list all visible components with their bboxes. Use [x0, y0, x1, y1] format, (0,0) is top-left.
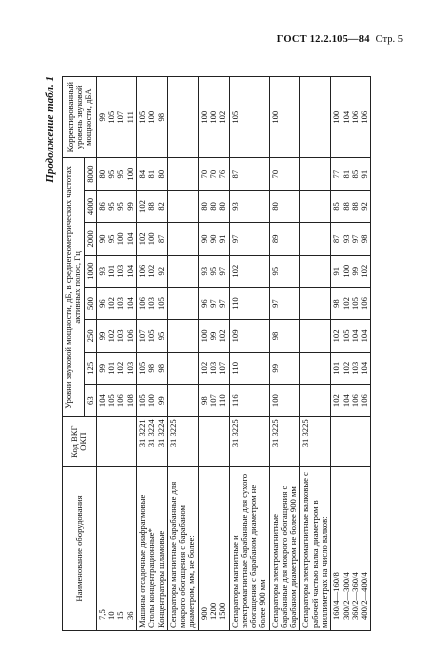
level-cell-line: 98 [198, 396, 209, 405]
level-cell-line: 110 [229, 297, 240, 310]
level-cell [136, 223, 167, 255]
level-cell-line: 106 [136, 297, 147, 311]
okp-code-cell [229, 417, 269, 467]
equipment-name-cell-line: Сепараторы электромагнитные валковые с рабочей частью валка диаметром в миллиметрах на число валков: [300, 472, 330, 628]
level-cell-line: 82 [155, 202, 166, 211]
level-cell [198, 158, 229, 190]
level-cell-line: 95 [207, 266, 218, 276]
level-cell-line: 91 [331, 266, 342, 276]
level-cell-line: 80 [207, 202, 218, 211]
level-cell-line: 70 [198, 169, 209, 179]
corrected-level-cell-line: 99 [96, 112, 107, 122]
equipment-name-cell [136, 466, 167, 630]
page-header [277, 34, 403, 45]
level-cell-line: 110 [217, 394, 228, 407]
level-cell-line: 102 [331, 329, 342, 343]
level-cell [300, 223, 331, 255]
equipment-name-cell-line: Машины отсадочные диафрагмовые [136, 494, 147, 628]
level-cell-line: 90 [207, 234, 218, 244]
level-cell-line: 70 [207, 169, 218, 179]
level-cell-line: 77 [331, 169, 342, 179]
level-cell-line: 95 [269, 266, 280, 276]
equipment-name-cell [300, 466, 331, 630]
level-cell-line: 80 [155, 169, 166, 179]
corrected-level-cell-line: 100 [207, 110, 218, 124]
equipment-name-cell-line: 1500 [217, 602, 228, 620]
level-cell [331, 158, 371, 190]
equipment-name-cell [198, 466, 229, 630]
level-cell-line: 102 [217, 329, 228, 343]
okp-code-cell [269, 417, 300, 467]
level-cell [331, 352, 371, 384]
level-cell-line: 104 [359, 329, 370, 343]
level-cell-line: 98 [155, 364, 166, 373]
level-cell-line: 88 [146, 202, 157, 211]
level-cell [300, 384, 331, 416]
level-cell-line: 103 [115, 297, 126, 311]
level-cell-line: 80 [96, 169, 107, 179]
equipment-name-cell [269, 466, 300, 630]
equipment-name-cell-line: Столы концентрационные* [146, 528, 157, 628]
level-cell [136, 384, 167, 416]
corrected-level-cell-line: 105 [229, 110, 240, 124]
equipment-name-cell-line: 15 [115, 611, 126, 620]
level-cell-line: 80 [198, 202, 209, 211]
level-cell-line: 89 [269, 234, 280, 244]
level-cell-line: 104 [340, 394, 351, 408]
level-cell [96, 255, 136, 287]
level-cell-line: 102 [115, 361, 126, 375]
equipment-name-cell [331, 466, 371, 630]
level-cell [269, 384, 300, 416]
okp-code-cell-line: 31 3225 [300, 419, 311, 448]
equipment-name-cell-line: Сепараторы магнитные барабанные для мокрого обогащения с барабаном диаметром, мм, не более: [167, 481, 197, 628]
level-cell-line: 103 [349, 361, 360, 375]
okp-code-cell [300, 417, 331, 467]
level-cell [229, 158, 269, 190]
okp-code-cell [136, 417, 167, 467]
table-row [331, 77, 371, 631]
level-cell-line: 104 [359, 361, 370, 375]
level-cell-line: 95 [106, 234, 117, 244]
level-cell-line: 93 [340, 234, 351, 244]
equipment-name-cell-line: 1200 [207, 602, 218, 620]
level-cell-line: 99 [96, 364, 107, 373]
table-row [198, 77, 229, 631]
freq-header: 500 [84, 287, 96, 319]
level-cell-line: 102 [340, 361, 351, 375]
level-cell-line: 98 [269, 331, 280, 341]
level-cell [96, 287, 136, 319]
level-cell [167, 158, 198, 190]
level-cell-line: 107 [207, 394, 218, 408]
table-row [136, 77, 167, 631]
level-cell-line: 88 [340, 202, 351, 211]
col-header-name: Наименование оборудования [63, 466, 97, 630]
level-cell [300, 320, 331, 352]
equipment-name-cell-line: 400/2—400/4 [359, 572, 370, 620]
level-cell-line: 102 [340, 297, 351, 311]
corrected-level-cell-line: 111 [124, 111, 135, 124]
level-cell-line: 100 [340, 264, 351, 278]
level-cell-line: 84 [136, 169, 147, 179]
level-cell-line: 102 [136, 200, 147, 213]
okp-code-cell-line: 31 3224 [155, 419, 166, 448]
level-cell-line: 81 [340, 169, 351, 179]
corrected-level-cell-line: 102 [217, 110, 228, 124]
level-cell [96, 158, 136, 190]
level-cell [136, 158, 167, 190]
okp-code-cell-line: 31 3225 [229, 419, 240, 448]
okp-code-cell-line: 31 3221 [136, 419, 147, 448]
level-cell [331, 287, 371, 319]
level-cell-line: 106 [349, 394, 360, 408]
level-cell [269, 158, 300, 190]
level-cell-line: 99 [155, 396, 166, 405]
level-cell-line: 104 [124, 297, 135, 311]
level-cell-line: 100 [146, 232, 157, 246]
freq-header: 8000 [84, 158, 96, 190]
level-cell-line: 105 [155, 297, 166, 311]
freq-header: 2000 [84, 223, 96, 255]
level-cell-line: 87 [229, 169, 240, 179]
level-cell [300, 287, 331, 319]
level-cell-line: 90 [198, 234, 209, 244]
level-cell-line: 93 [229, 202, 240, 211]
level-cell-line: 107 [217, 361, 228, 375]
okp-code-cell [96, 417, 136, 467]
level-cell-line: 92 [359, 202, 370, 211]
level-cell-line: 106 [359, 297, 370, 311]
level-cell-line: 70 [269, 169, 280, 179]
level-cell-line: 80 [217, 202, 228, 211]
level-cell [300, 158, 331, 190]
corrected-level-cell-line: 100 [146, 110, 157, 124]
level-cell-line: 109 [229, 329, 240, 343]
corrected-level-cell [198, 77, 229, 158]
table-row [167, 77, 198, 631]
level-cell-line: 93 [96, 266, 107, 276]
level-cell [96, 190, 136, 222]
level-cell-line: 98 [359, 234, 370, 244]
level-cell-line: 95 [106, 169, 117, 179]
level-cell [229, 320, 269, 352]
level-cell-line: 81 [146, 169, 157, 179]
level-cell [331, 255, 371, 287]
level-cell-line: 102 [146, 264, 157, 278]
level-cell-line: 107 [136, 329, 147, 343]
level-cell-line: 85 [349, 169, 360, 179]
level-cell [167, 223, 198, 255]
level-cell [269, 287, 300, 319]
corrected-level-cell-line: 100 [269, 110, 280, 124]
level-cell [229, 223, 269, 255]
okp-code-cell-line: 31 3225 [269, 419, 280, 448]
equipment-name-cell-line: 900 [198, 607, 209, 620]
level-cell-line: 97 [229, 234, 240, 244]
level-cell-line: 76 [217, 169, 228, 179]
freq-header: 4000 [84, 190, 96, 222]
corrected-level-cell-line: 105 [106, 110, 117, 124]
level-cell-line: 80 [269, 202, 280, 211]
level-cell [96, 223, 136, 255]
corrected-level-cell [167, 77, 198, 158]
level-cell-line: 103 [146, 297, 157, 311]
equipment-name-cell-line: Сепараторы электромагнитные барабанные для мокрого обогащения с барабаном диаметром не более 900 мм [269, 485, 299, 628]
level-cell [167, 190, 198, 222]
level-cell-line: 92 [155, 266, 166, 276]
equipment-name-cell [229, 466, 269, 630]
level-cell-line: 110 [229, 362, 240, 375]
level-cell-line: 108 [124, 394, 135, 408]
level-cell [167, 287, 198, 319]
rotated-table-block [44, 76, 399, 631]
level-cell-line: 100 [115, 232, 126, 246]
level-cell-line: 101 [106, 361, 117, 375]
equipment-name-cell-line: 10 [106, 611, 117, 620]
level-cell-line: 90 [96, 234, 107, 244]
level-cell-line: 103 [207, 361, 218, 375]
level-cell-line: 106 [359, 394, 370, 408]
table-body [96, 77, 371, 631]
level-cell-line: 97 [349, 234, 360, 244]
level-cell-line: 106 [124, 329, 135, 343]
level-cell [269, 190, 300, 222]
level-cell-line: 102 [331, 394, 342, 408]
level-cell [136, 255, 167, 287]
level-cell [167, 320, 198, 352]
corrected-level-cell [96, 77, 136, 158]
level-cell-line: 91 [217, 234, 228, 244]
level-cell-line: 102 [229, 264, 240, 278]
level-cell [198, 190, 229, 222]
okp-code-cell [331, 417, 371, 467]
level-cell [167, 255, 198, 287]
table-row [269, 77, 300, 631]
level-cell [96, 384, 136, 416]
level-cell-line: 105 [349, 297, 360, 311]
level-cell [198, 223, 229, 255]
level-cell-line: 101 [331, 361, 342, 375]
level-cell [269, 352, 300, 384]
freq-header: 250 [84, 320, 96, 352]
corrected-level-cell [300, 77, 331, 158]
corrected-level-cell [269, 77, 300, 158]
level-cell-line: 93 [198, 266, 209, 276]
level-cell [136, 320, 167, 352]
table-row [96, 77, 136, 631]
okp-code-cell-line: 31 3224 [146, 419, 157, 448]
corrected-level-cell-line: 104 [340, 110, 351, 124]
level-cell-line: 105 [340, 329, 351, 343]
corrected-level-cell-line: 100 [198, 110, 209, 124]
level-cell-line: 101 [106, 264, 117, 278]
level-cell [136, 190, 167, 222]
level-cell [96, 352, 136, 384]
level-cell-line: 104 [124, 232, 135, 246]
level-cell-line: 104 [349, 329, 360, 343]
col-header-corrected: Корректированный уровень звуковой мощности, дБА [63, 77, 97, 158]
equipment-name-cell [167, 466, 198, 630]
level-cell-line: 105 [136, 394, 147, 408]
standard-number: ГОСТ 12.2.105—84 [276, 34, 370, 45]
level-cell-line: 95 [115, 169, 126, 179]
okp-code-cell [198, 417, 229, 467]
level-cell-line: 105 [146, 329, 157, 343]
level-cell-line: 100 [269, 394, 280, 408]
level-cell-line: 99 [269, 364, 280, 373]
corrected-level-cell-line: 105 [136, 110, 147, 124]
corrected-level-cell [229, 77, 269, 158]
level-cell [300, 352, 331, 384]
okp-code-cell [167, 417, 198, 467]
equipment-name-cell-line: Сепараторы магнитные и электромагнитные барабанные для сухого обогащения с барабаном диаметром не более 900 мм [229, 473, 268, 628]
level-cell [229, 287, 269, 319]
col-header-code: Код ВКГ ОКП [63, 417, 97, 467]
equipment-name-cell-line: Концентраторы шламовые [155, 530, 166, 628]
level-cell-line: 98 [146, 364, 157, 373]
level-cell-line: 86 [96, 202, 107, 211]
level-cell [229, 352, 269, 384]
table-row [300, 77, 331, 631]
level-cell-line: 96 [198, 299, 209, 308]
level-cell-line: 102 [136, 232, 147, 246]
level-cell-line: 102 [106, 329, 117, 343]
level-cell [96, 320, 136, 352]
level-cell-line: 97 [217, 266, 228, 276]
level-cell-line: 106 [136, 264, 147, 278]
level-cell-line: 100 [124, 167, 135, 181]
level-cell-line: 99 [124, 202, 135, 211]
page-number: Стр. 5 [375, 34, 403, 45]
level-cell [331, 384, 371, 416]
level-cell-line: 116 [229, 394, 240, 407]
level-cell [331, 223, 371, 255]
equipment-name-cell-line: 360/2—360/4 [349, 572, 360, 620]
table-row [229, 77, 269, 631]
level-cell-line: 99 [96, 331, 107, 341]
level-cell [167, 352, 198, 384]
level-cell-line: 91 [359, 169, 370, 179]
okp-code-cell-line: 31 3225 [167, 419, 178, 448]
equipment-name-cell [96, 466, 136, 630]
corrected-level-cell [331, 77, 371, 158]
freq-header: 125 [84, 352, 96, 384]
level-cell [198, 255, 229, 287]
level-cell [229, 384, 269, 416]
level-cell-line: 95 [106, 202, 117, 211]
corrected-level-cell [136, 77, 167, 158]
level-cell-line: 104 [124, 264, 135, 278]
equipment-name-cell-line: 300/2—300/4 [340, 572, 351, 620]
level-cell-line: 88 [349, 202, 360, 211]
level-cell-line: 103 [115, 264, 126, 278]
level-cell-line: 105 [106, 394, 117, 408]
level-cell [198, 352, 229, 384]
level-cell [229, 255, 269, 287]
level-cell-line: 103 [124, 361, 135, 375]
level-cell-line: 102 [198, 361, 209, 375]
level-cell [167, 384, 198, 416]
level-cell-line: 97 [217, 299, 228, 308]
freq-header: 63 [84, 384, 96, 416]
equipment-name-cell-line: 160/4—160/8 [331, 572, 342, 620]
equipment-name-cell-line: 36 [124, 611, 135, 620]
level-cell-line: 96 [96, 299, 107, 308]
level-cell [331, 320, 371, 352]
level-cell [136, 287, 167, 319]
level-cell [269, 223, 300, 255]
level-cell-line: 95 [115, 202, 126, 211]
level-cell [331, 190, 371, 222]
level-cell [300, 190, 331, 222]
level-cell [300, 255, 331, 287]
level-cell-line: 103 [115, 329, 126, 343]
level-cell-line: 87 [155, 234, 166, 244]
level-cell-line: 95 [155, 331, 166, 341]
corrected-level-cell-line: 106 [349, 110, 360, 124]
level-cell [269, 320, 300, 352]
table-caption: Продолжение табл. 1 [44, 76, 56, 183]
level-cell [198, 287, 229, 319]
corrected-level-cell-line: 106 [359, 110, 370, 124]
level-cell-line: 97 [207, 299, 218, 308]
level-cell-line: 85 [331, 202, 342, 211]
corrected-level-cell-line: 100 [331, 110, 342, 124]
equipment-name-cell-line: 7,5 [96, 609, 107, 620]
level-cell-line: 100 [146, 394, 157, 408]
level-cell-line: 105 [136, 361, 147, 375]
level-cell-line: 98 [331, 299, 342, 308]
col-header-levels: Уровни звуковой мощности, дБ, в среднегеометрических частотах активных полос, Гц [63, 158, 85, 417]
freq-header: 1000 [84, 255, 96, 287]
level-cell [229, 190, 269, 222]
level-cell-line: 99 [207, 331, 218, 341]
level-cell-line: 104 [96, 394, 107, 408]
level-cell [269, 255, 300, 287]
level-cell-line: 100 [198, 329, 209, 343]
corrected-level-cell-line: 107 [115, 110, 126, 124]
level-cell [198, 320, 229, 352]
level-cell-line: 87 [331, 234, 342, 244]
level-cell-line: 97 [269, 299, 280, 308]
equipment-noise-table [62, 76, 371, 631]
level-cell-line: 102 [359, 264, 370, 278]
level-cell-line: 99 [349, 266, 360, 276]
level-cell-line: 102 [106, 297, 117, 311]
level-cell [198, 384, 229, 416]
level-cell-line: 106 [115, 394, 126, 408]
corrected-level-cell-line: 98 [155, 112, 166, 122]
level-cell [136, 352, 167, 384]
